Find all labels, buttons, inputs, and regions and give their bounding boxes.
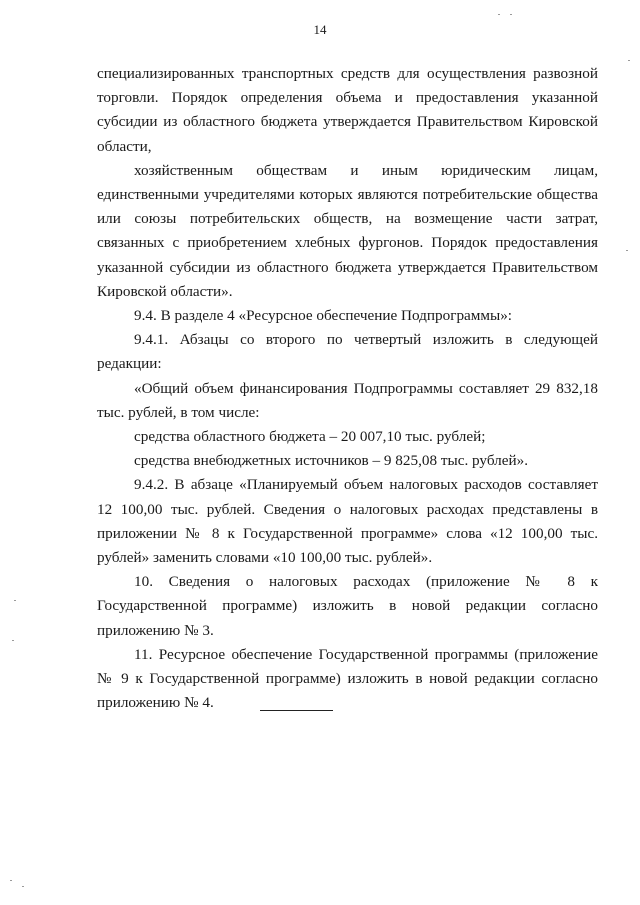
page-number: 14 (313, 22, 327, 37)
paragraph-vehicles-subsidy: специализированных транспортных средств для осуществления развозной торговли. Порядок определения объема и предоставления указанной субсидии из областного бюджета утверждается Правительством Кировской области, (97, 65, 598, 155)
paragraph-section-9-4-1: 9.4.1. Абзацы со второго по четвертый изложить в следующей редакции: (97, 331, 598, 373)
paragraph-extrabudgetary-sources: средства внебюджетных источников – 9 825,08 тыс. рублей». (134, 452, 529, 470)
end-of-text-rule (260, 710, 333, 711)
paragraph-section-9-4-2: 9.4.2. В абзаце «Планируемый объем налоговых расходов составляет 12 100,00 тыс. рублей. Сведения о налоговых расходах представлены в приложении № 8 к Государственной программе» слова «12 100,00 тыс. рублей» заменить словами «10 100,00 тыс. рублей». (97, 476, 598, 567)
scan-speck (626, 250, 628, 251)
paragraph-regional-budget: средства областного бюджета – 20 007,10 тыс. рублей; (134, 428, 486, 446)
paragraph-total-funding: «Общий объем финансирования Подпрограммы составляет 29 832,18 тыс. рублей, в том числе: (97, 379, 598, 421)
scan-speck (628, 60, 630, 61)
scan-speck (510, 14, 512, 15)
scan-speck (12, 640, 14, 641)
paragraph-bread-vans-subsidy: хозяйственным обществам и иным юридическим лицам, единственными учредителями которых являются потребительские общества или союзы потребительских обществ, на возмещение части затрат, связанных с приобретением хлебных фургонов. Порядок предоставления указанной субсидии из областного бюджета утверждается Правительством Кировской области». (97, 161, 598, 300)
scan-speck (10, 880, 12, 881)
paragraph-item-10: 10. Сведения о налоговых расходах (приложение № 8 к Государственной программе) изложить в новой редакции согласно приложению № 3. (97, 573, 598, 639)
scan-speck (14, 600, 16, 601)
scan-speck (22, 886, 24, 887)
paragraph-section-9-4: 9.4. В разделе 4 «Ресурсное обеспечение Подпрограммы»: (134, 307, 513, 325)
document-body (97, 62, 598, 715)
paragraph-item-11: 11. Ресурсное обеспечение Государственной программы (приложение № 9 к Государственной программе) изложить в новой редакции согласно приложению № 4. (97, 645, 598, 712)
scan-speck (498, 14, 500, 15)
